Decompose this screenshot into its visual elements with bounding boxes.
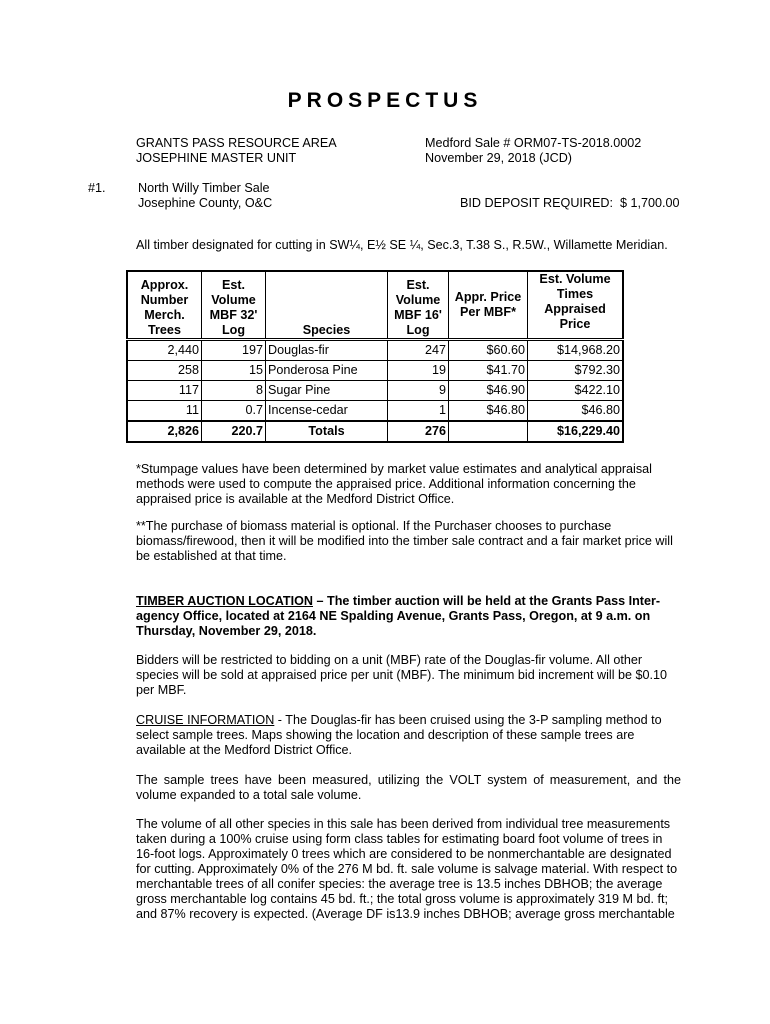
- sale-date: November 29, 2018 (JCD): [425, 151, 572, 165]
- cell: $60.60: [449, 340, 528, 361]
- column-header: Est. Volume Times Appraised Price: [528, 271, 624, 340]
- cell: 2,440: [127, 340, 202, 361]
- sale-name: North Willy Timber Sale: [138, 181, 270, 195]
- cruise-text: - The Douglas-fir has been cruised using the 3-P sampling method to select sample trees. Maps showing the location and description of these sample trees are available at the Medford District Office.: [136, 713, 662, 757]
- timber-volume-table: [126, 270, 624, 443]
- resource-area: GRANTS PASS RESOURCE AREA: [136, 136, 337, 150]
- page-title: PROSPECTUS: [287, 89, 483, 112]
- cell: 19: [388, 361, 449, 381]
- cell: Ponderosa Pine: [266, 361, 388, 381]
- cell: $46.90: [449, 381, 528, 401]
- cell: $14,968.20: [528, 340, 624, 361]
- cell: 276: [388, 421, 449, 442]
- cruise-heading: CRUISE INFORMATION: [136, 713, 275, 727]
- auction-heading: TIMBER AUCTION LOCATION: [136, 594, 313, 608]
- sale-county: Josephine County, O&C: [138, 196, 273, 210]
- cell: $422.10: [528, 381, 624, 401]
- cell: $41.70: [449, 361, 528, 381]
- table-row: [127, 340, 623, 361]
- cell: 197: [202, 340, 266, 361]
- table-row: [127, 361, 623, 381]
- table-header-row: [127, 271, 623, 340]
- location-line: All timber designated for cutting in SW¼, E½ SE ¼, Sec.3, T.38 S., R.5W., Willamette Meridian.: [136, 238, 668, 252]
- cell: Totals: [266, 421, 388, 442]
- cell: 8: [202, 381, 266, 401]
- column-header: Appr. Price Per MBF*: [449, 271, 528, 340]
- cell: 11: [127, 401, 202, 422]
- column-header: Species: [266, 271, 388, 340]
- cell: 1: [388, 401, 449, 422]
- master-unit: JOSEPHINE MASTER UNIT: [136, 151, 297, 165]
- column-header: Est. Volume MBF 16' Log: [388, 271, 449, 340]
- stumpage-note: *Stumpage values have been determined by market value estimates and analytical appraisal methods were used to compute the appraised price. Additional information concerning the appraised price is available at the Medford District Office.: [136, 462, 652, 506]
- cell: Incense-cedar: [266, 401, 388, 422]
- cell: 15: [202, 361, 266, 381]
- cell: 2,826: [127, 421, 202, 442]
- column-header: Approx. Number Merch. Trees: [127, 271, 202, 340]
- cell: 117: [127, 381, 202, 401]
- volume-paragraph: The volume of all other species in this sale has been derived from individual tree measurements taken during a 100% cruise using form class tables for estimating board foot volume of trees in 16-foot logs. Approximately 0 trees which are considered to be nonmerchantable are designated for cutting. Approximately 0% of the 276 M bd. ft. sale volume is salvage material. With respect to merchantable trees of all conifer species: the average tree is 13.5 inches DBHOB; the average gross merchantable log contains 45 bd. ft.; the total gross volume is approximately 319 M bd. ft; and 87% recovery is expected. (Average DF is13.9 inches DBHOB; average gross merchantable: [136, 817, 678, 921]
- cell: $16,229.40: [528, 421, 624, 442]
- cell: $46.80: [449, 401, 528, 422]
- column-header: Est. Volume MBF 32' Log: [202, 271, 266, 340]
- sample-paragraph: The sample trees have been measured, utilizing the VOLT system of measurement, and the volume expanded to a total sale volume.: [136, 773, 681, 802]
- cell: 247: [388, 340, 449, 361]
- cell: 0.7: [202, 401, 266, 422]
- bidders-paragraph: Bidders will be restricted to bidding on a unit (MBF) rate of the Douglas-fir volume. All other species will be sold at appraised price per unit (MBF). The minimum bid increment will be $0.10 per MBF.: [136, 653, 668, 697]
- cell: [449, 421, 528, 442]
- auction-text: – The timber auction will be held at the Grants Pass Inter-agency Office, located at 2164 NE Spalding Avenue, Grants Pass, Oregon, at 9 a.m. on Thursday, November 29, 2018.: [136, 594, 661, 638]
- table-row: [127, 401, 623, 422]
- cell: Douglas-fir: [266, 340, 388, 361]
- cell: $46.80: [528, 401, 624, 422]
- totals-row: [127, 421, 623, 442]
- biomass-note: **The purchase of biomass material is optional. If the Purchaser chooses to purchase biomass/firewood, then it will be modified into the timber sale contract and a fair market price will be established at that time.: [136, 519, 673, 563]
- cell: Sugar Pine: [266, 381, 388, 401]
- cruise-paragraph: [136, 713, 681, 758]
- item-number: #1.: [88, 181, 106, 195]
- cell: $792.30: [528, 361, 624, 381]
- bid-deposit: BID DEPOSIT REQUIRED: $ 1,700.00: [460, 196, 680, 210]
- sale-number: Medford Sale # ORM07-TS-2018.0002: [425, 136, 642, 150]
- auction-paragraph: [136, 594, 681, 639]
- cell: 9: [388, 381, 449, 401]
- table-row: [127, 381, 623, 401]
- cell: 258: [127, 361, 202, 381]
- cell: 220.7: [202, 421, 266, 442]
